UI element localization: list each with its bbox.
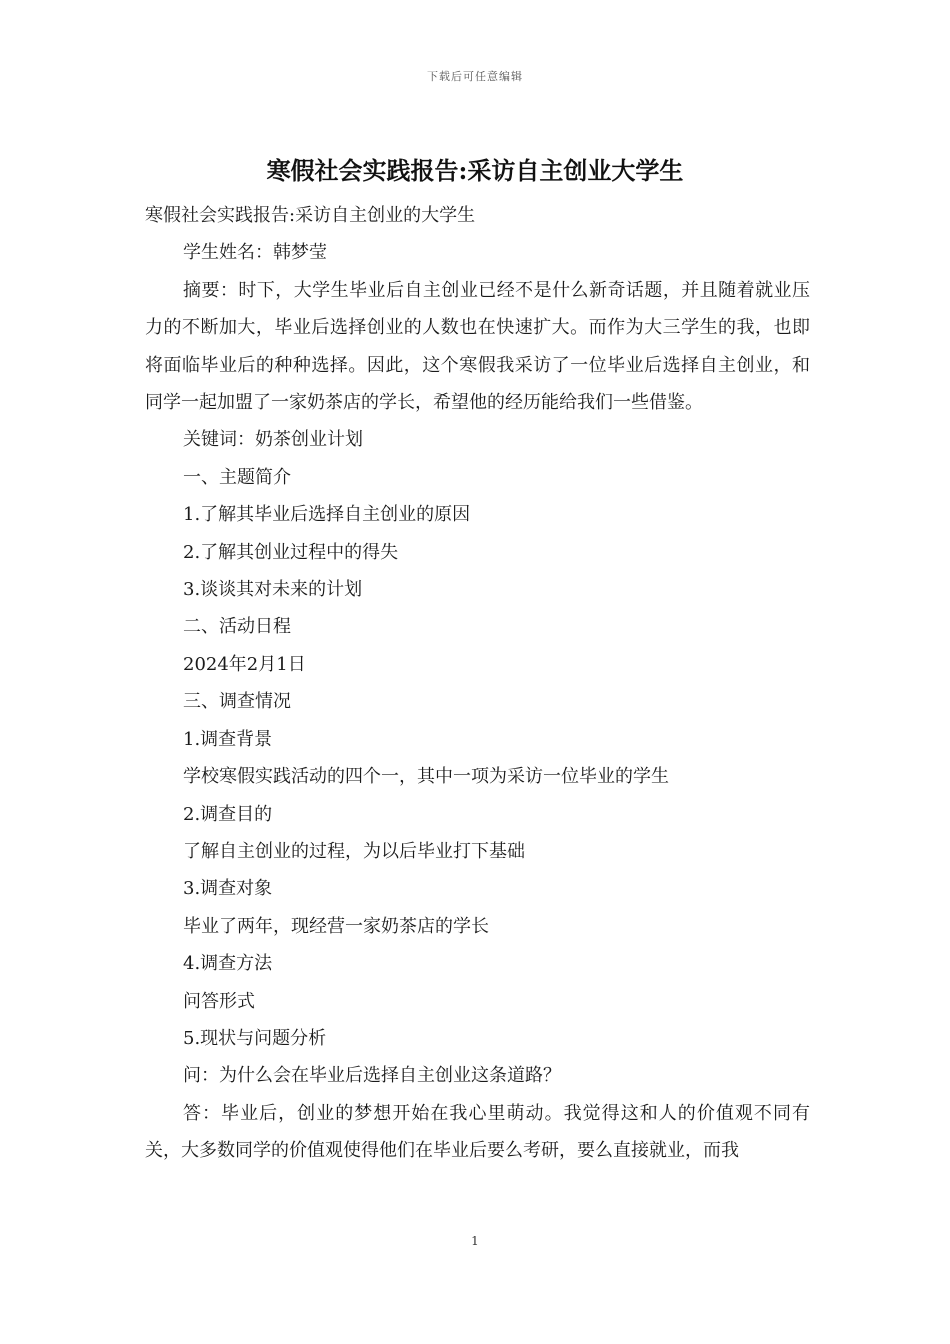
subtitle-line: 寒假社会实践报告:采访自主创业的大学生 — [145, 205, 476, 226]
list-item: 1.了解其毕业后选择自主创业的原因 — [183, 504, 471, 526]
question-line: 问：为什么会在毕业后选择自主创业这条道路？ — [183, 1065, 561, 1087]
body-line: 问答形式 — [183, 990, 255, 1012]
answer-paragraph: 答：毕业后，创业的梦想开始在我心里萌动。我觉得这和人的价值观不同有关，大多数同学的价值观使得他们在毕业后要么考研，要么直接就业，而我 — [145, 1102, 810, 1162]
document-title: 寒假社会实践报告:采访自主创业大学生 — [266, 156, 684, 185]
abstract-paragraph: 摘要：时下，大学生毕业后自主创业已经不是什么新奇话题，并且随着就业压力的不断加大，毕业后选择创业的人数也在快速扩大。而作为大三学生的我，也即将面临毕业后的种种选择。因此，这个寒假我采访了一位毕业后选择自主创业，和同学一起加盟了一家奶茶店的学长，希望他的经历能给我们一些借鉴。 — [145, 279, 810, 414]
page-number: 1 — [471, 1234, 479, 1248]
list-item: 3.谈谈其对未来的计划 — [183, 579, 363, 601]
body-line: 毕业了两年，现经营一家奶茶店的学长 — [183, 915, 489, 937]
list-item: 2.了解其创业过程中的得失 — [183, 541, 399, 563]
body-line: 了解自主创业的过程，为以后毕业打下基础 — [183, 840, 525, 862]
subsection-heading: 1.调查背景 — [183, 728, 273, 750]
body-line: 学校寒假实践活动的四个一，其中一项为采访一位毕业的学生 — [183, 766, 669, 788]
subsection-heading: 3.调查对象 — [183, 878, 273, 900]
subsection-heading: 5.现状与问题分析 — [183, 1027, 327, 1049]
student-name-line: 学生姓名：韩梦莹 — [183, 242, 327, 264]
date-line: 2024年2月1日 — [183, 653, 306, 675]
section-heading: 一、主题简介 — [183, 466, 291, 488]
document-body — [145, 197, 810, 1170]
subsection-heading: 4.调查方法 — [183, 953, 273, 975]
section-heading: 三、调查情况 — [183, 691, 291, 713]
keywords-line: 关键词：奶茶创业计划 — [183, 429, 363, 451]
subsection-heading: 2.调查目的 — [183, 803, 273, 825]
page-header-watermark: 下载后可任意编辑 — [427, 70, 523, 83]
section-heading: 二、活动日程 — [183, 616, 291, 638]
